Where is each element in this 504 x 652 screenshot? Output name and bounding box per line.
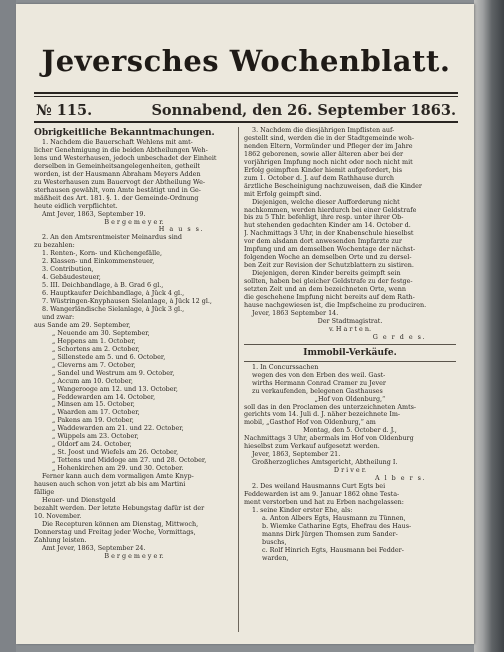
text-line: v. H a r t e n.: [328, 325, 371, 333]
text-line: a. Anton Albers Egts, Hausmann zu Tünnen,: [262, 514, 406, 522]
text-line: wirths Hermann Conrad Cramer zu Jever: [252, 379, 386, 387]
text-line: 4. Gebäudesteuer,: [42, 274, 101, 282]
issue-number: № 115.: [36, 102, 93, 119]
text-line: und zwar:: [42, 313, 75, 321]
masthead-rule-thin: [34, 96, 458, 97]
text-line: „ Tettens und Middoge am 27. und 28. October,: [52, 457, 207, 465]
text-line: ärztliche Bescheinigung nachzuweisen, daß die Kinder: [244, 182, 422, 190]
text-line: 3. Nachdem die diesjährigen Impflisten auf-: [252, 127, 395, 134]
text-line: gestellt sind, werden die in der Stadtgemeinde woh-: [244, 134, 414, 142]
text-line: mäßheit des Art. 181. §. 1. der Gemeinde-Ordnung: [34, 194, 199, 202]
text-line: Donnerstag und Freitag jeder Woche, Vormittags,: [34, 528, 196, 536]
text-line: „ Wangerooge am 12. und 13. October,: [52, 385, 178, 393]
text-line: Amt Jever, 1863, September 24.: [42, 544, 146, 552]
left-column-text: [34, 139, 234, 561]
text-line: 1. Nachdem die Bauerschaft Wehlens mit amt-: [42, 139, 193, 146]
text-line: sollten, haben bei gleicher Geldstrafe zu der festge-: [244, 278, 413, 286]
text-line: zum 1. October d. J. auf dem Rathhause durch: [244, 174, 395, 182]
text-line: „ Oldorf am 24. October,: [52, 441, 132, 449]
text-line: lens und Westerhausen, jedoch unbeschadet der Einheit: [34, 154, 217, 162]
masthead-rule: [34, 92, 458, 94]
text-line: Heuer- und Dienstgeld: [42, 496, 116, 504]
text-line: „ Waarden am 17. October,: [52, 409, 140, 417]
text-line: ment verstorben und hat zu Erben nachgelassen:: [244, 498, 404, 506]
text-line: „ Wüppels am 23. October,: [52, 433, 139, 441]
text-line: 2. Klassen- und Einkommensteuer,: [42, 258, 155, 266]
text-line: Großherzogliches Amtsgericht, Abtheilung I.: [252, 459, 398, 467]
text-line: 5. III. Deichbandlage, à B. Grad 6 gl.,: [42, 282, 164, 290]
text-line: wegen des von den Erben des weil. Gast-: [252, 371, 386, 379]
text-line: Ferner kann auch dem vormaligen Amte Knyp-: [42, 473, 194, 481]
text-line: 2. An den Amtsrentmeister Meinardus sind: [42, 234, 182, 242]
text-line: J. Nachmittags 3 Uhr, in der Knabenschule hieselbst: [244, 230, 414, 238]
text-line: H a u s s.: [158, 226, 204, 234]
text-line: D r i v e r.: [333, 467, 367, 475]
text-line: derselben in Gemeinheitsangelegenheiten, getheilt: [34, 162, 201, 170]
text-line: Diejenigen, deren Kinder bereits geimpft sein: [252, 270, 401, 278]
book-edge: [474, 0, 504, 652]
text-line: 8. Wangerländische Sielanlage, à Jück 3 gl.,: [42, 306, 185, 314]
text-line: Montag, den 5. October d. J.,: [303, 427, 397, 435]
text-line: Amt Jever, 1863, September 19.: [42, 210, 146, 218]
section-heading: Obrigkeitliche Bekanntmachungen.: [34, 128, 215, 138]
text-line: „ St. Joost und Wiefels am 26. October,: [52, 449, 179, 457]
text-line: setzten Zeit und an dem bezeichneten Orte, wenn: [244, 286, 406, 294]
right-column-text: [244, 127, 456, 342]
column-divider: [238, 127, 239, 632]
right-column: [244, 127, 456, 563]
text-line: hausen auch schon von jetzt ab bis am Martini: [34, 480, 186, 488]
section-heading: Immobil-Verkäufe.: [303, 347, 397, 358]
text-line: 6. Hauptkaufer Deichbandlage, à Jück 4 gl.,: [42, 290, 185, 298]
text-line: 2. Des weiland Hausmanns Curt Egts bei: [252, 483, 386, 491]
text-line: buschs,: [262, 538, 287, 546]
text-line: hause nachgewiesen ist, die Impfscheine zu produciren.: [244, 301, 427, 309]
text-line: sterhausen gewählt, vom Amte bestätigt und in Ge-: [34, 186, 201, 194]
text-line: zu verkaufenden, belegenen Gasthauses: [252, 387, 383, 395]
text-line: mit Erfolg geimpft sind.: [244, 190, 322, 198]
issue-line: [36, 102, 456, 119]
text-line: Die Recepturen können am Dienstag, Mittwoch,: [42, 520, 199, 528]
newspaper-page: [16, 4, 474, 644]
text-line: folgenden Woche an demselben Orte und zu dersel-: [244, 254, 412, 262]
text-line: licher Genehmigung in die beiden Abtheilungen Weh-: [34, 146, 208, 154]
text-line: „ Sillenstede am 5. und 6. October,: [52, 353, 166, 361]
text-line: 1. Renten-, Korn- und Küchengefälle,: [42, 250, 162, 258]
text-line: Diejenigen, welche dieser Aufforderung nicht: [252, 198, 400, 206]
text-line: soll das in den Proclamen des unterzeichneten Amts-: [244, 403, 417, 411]
text-line: B e r g e m e y e r.: [104, 552, 164, 560]
text-line: „ Pakens am 19. October,: [52, 417, 134, 425]
text-line: fällige: [34, 488, 55, 496]
text-line: Impfung und am demselben Wochentage der nächst-: [244, 246, 416, 254]
text-line: Jever, 1863 September 14.: [252, 309, 339, 317]
text-line: „ Feddewarden am 14. October,: [52, 393, 156, 401]
issue-date: Sonnabend, den 26. September 1863.: [151, 102, 456, 119]
text-line: gerichts vom 14. Juli d. J. näher bezeichnete Im-: [244, 411, 401, 419]
masthead-title: Jeversches Wochenblatt.: [41, 44, 451, 78]
text-line: „Hof von Oldenburg,“: [314, 395, 386, 403]
text-line: 1. In Concurssachen: [252, 363, 319, 371]
text-line: A l b e r s.: [374, 475, 426, 483]
text-line: worden, ist der Hausmann Abraham Meyers Adden: [34, 170, 201, 178]
text-line: vor dem alsdann dort anwesenden Impfarzte zur: [244, 238, 402, 246]
section-rule: [244, 344, 456, 345]
text-line: „ Schortens am 2. October,: [52, 345, 140, 353]
text-line: 1862 geborenen, sowie aller älteren aber bei der: [244, 150, 404, 158]
text-line: B e r g e m e y e r.: [104, 218, 164, 226]
text-line: zu Westerhausen zum Bauervogt der Abtheilung We-: [34, 178, 206, 186]
text-line: nenden Eltern, Vormünder und Pfleger der im Jahre: [244, 142, 413, 150]
text-line: G e r d e s.: [372, 333, 426, 341]
text-line: bezahlt werden. Der letzte Hebungstag dafür ist der: [34, 504, 205, 512]
text-line: c. Rolf Hinrich Egts, Hausmann bei Fedder-: [262, 546, 404, 554]
issue-rule: [34, 121, 458, 123]
text-line: „ Cleverns am 7. October,: [52, 361, 136, 369]
text-line: aus Sande am 29. September,: [34, 321, 131, 329]
text-line: 7. Wüstringen-Knyphausen Sielanlage, à Jück 12 gl.,: [42, 298, 212, 306]
section-rule: [244, 361, 456, 362]
text-line: „ Waddewarden am 21. und 22. October,: [52, 425, 184, 433]
text-line: 10. November.: [34, 512, 82, 520]
text-line: hut stehenden gedachten Kinder am 14. October d.: [244, 222, 411, 230]
left-column: [34, 127, 234, 561]
text-line: 3. Contribution,: [42, 266, 94, 274]
text-line: 1. seine Kinder erster Ehe, als:: [252, 506, 353, 514]
sale-column-text: [244, 364, 456, 563]
text-line: „ Hohenkirchen am 29. und 30. October.: [52, 465, 184, 473]
text-line: „ Accum am 10. October,: [52, 377, 133, 385]
text-line: „ Sandel und Westrum am 9. October,: [52, 369, 175, 377]
text-line: Der Stadtmagistrat.: [317, 317, 383, 325]
text-line: Feddewarden ist am 9. Januar 1862 ohne Testa-: [244, 490, 400, 498]
text-line: „ Heppens am 1. October,: [52, 337, 136, 345]
text-line: „ Minsen am 15. October,: [52, 401, 135, 409]
text-line: vorjährigen Impfung noch nicht oder noch nicht mit: [244, 158, 413, 166]
text-line: Jever, 1863, September 21.: [252, 451, 341, 459]
text-line: ben Zeit zur Revision der Schutzblattern zu sistiren.: [244, 262, 414, 270]
text-line: bis zu 5 Thlr. befehligt, ihre resp. unter ihrer Ob-: [244, 214, 404, 222]
text-line: warden,: [262, 554, 289, 562]
text-line: zu bezahlen:: [34, 242, 75, 250]
text-line: manns Dirk Jürgen Thomsen zum Sander-: [262, 530, 398, 538]
text-line: „ Neuende am 30. September,: [52, 329, 150, 337]
text-line: hieselbst zum Verkauf aufgesetzt werden.: [244, 443, 380, 451]
text-line: heute eidlich verpflichtet.: [34, 202, 118, 210]
text-line: mobil, „Gasthof Hof von Oldenburg,“ am: [244, 419, 376, 427]
text-line: Zahlung leisten.: [34, 536, 87, 544]
text-line: die geschehene Impfung nicht bereits auf dem Rath-: [244, 294, 415, 302]
text-line: Erfolg geimpften Kinder hiemit aufgefordert, bis: [244, 166, 402, 174]
text-line: nachkommen, werden hierdurch bei einer Geldstrafe: [244, 206, 417, 214]
text-line: b. Wiemke Catharine Egts, Ehefrau des Haus-: [262, 522, 412, 530]
book-binding: [0, 0, 16, 652]
text-line: Nachmittags 3 Uhr, abermals im Hof von Oldenburg: [244, 435, 414, 443]
